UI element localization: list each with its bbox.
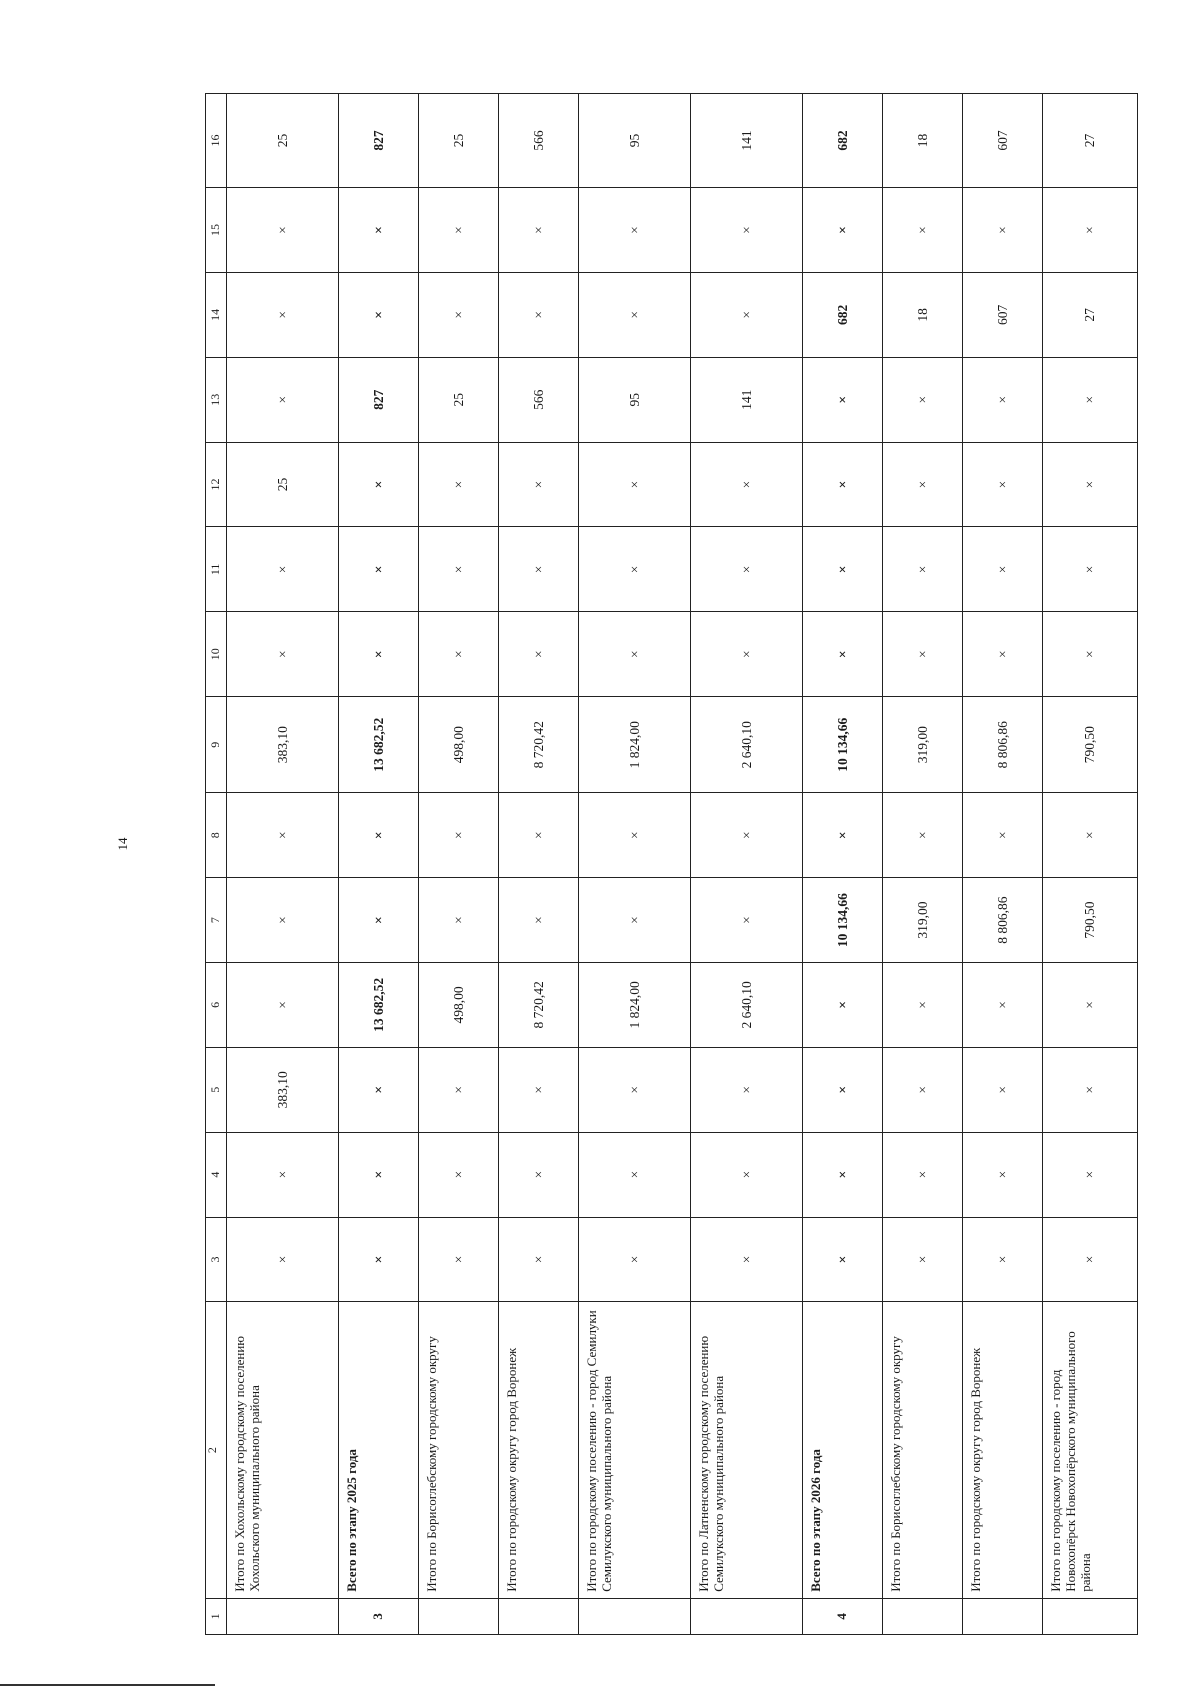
value-cell: 95 — [579, 357, 691, 442]
row-label-cell: Итого по городскому округу город Воронеж — [963, 1302, 1043, 1598]
row-number-cell — [227, 1598, 339, 1634]
column-number-header: 12 — [206, 442, 227, 527]
value-cell: × — [883, 442, 963, 527]
table-row — [963, 94, 1043, 1635]
value-cell: × — [1043, 357, 1138, 442]
table-total-row — [339, 94, 419, 1635]
value-cell: 8 806,86 — [963, 878, 1043, 963]
value-cell: × — [963, 527, 1043, 612]
value-cell: × — [1043, 793, 1138, 878]
value-cell: 319,00 — [883, 878, 963, 963]
value-cell: × — [579, 1132, 691, 1217]
value-cell: × — [419, 188, 499, 273]
value-cell: × — [419, 1132, 499, 1217]
value-cell: × — [227, 188, 339, 273]
value-cell: × — [963, 1047, 1043, 1132]
value-cell: × — [499, 272, 579, 357]
value-cell: × — [339, 527, 419, 612]
column-number-header: 2 — [206, 1302, 227, 1598]
value-cell: × — [963, 612, 1043, 697]
value-cell: 13 682,52 — [339, 963, 419, 1048]
value-cell: 682 — [803, 272, 883, 357]
row-number-cell — [499, 1598, 579, 1634]
value-cell: × — [1043, 188, 1138, 273]
row-number-cell — [883, 1598, 963, 1634]
value-cell: × — [499, 1132, 579, 1217]
value-cell: × — [1043, 1217, 1138, 1302]
row-label-cell: Итого по городскому поселению - город Новохопёрск Новохопёрского муниципального района — [1043, 1302, 1138, 1598]
value-cell: 8 720,42 — [499, 963, 579, 1048]
value-cell: × — [339, 1047, 419, 1132]
value-cell: 18 — [883, 94, 963, 188]
value-cell: 18 — [883, 272, 963, 357]
value-cell: × — [579, 272, 691, 357]
value-cell: 25 — [227, 94, 339, 188]
value-cell: × — [803, 188, 883, 273]
value-cell: × — [419, 442, 499, 527]
value-cell: × — [419, 1047, 499, 1132]
footer-rule — [0, 1684, 215, 1686]
value-cell: × — [227, 612, 339, 697]
value-cell: × — [227, 1132, 339, 1217]
row-label-cell: Итого по Хохольскому городскому поселению Хохольского муниципального района — [227, 1302, 339, 1598]
column-number-header: 4 — [206, 1132, 227, 1217]
value-cell: × — [499, 188, 579, 273]
value-cell: × — [227, 272, 339, 357]
value-cell: × — [1043, 1132, 1138, 1217]
value-cell: × — [339, 188, 419, 273]
row-number-cell — [419, 1598, 499, 1634]
value-cell: × — [691, 1217, 803, 1302]
value-cell: × — [419, 527, 499, 612]
value-cell: × — [227, 357, 339, 442]
column-number-header: 10 — [206, 612, 227, 697]
value-cell: 827 — [339, 357, 419, 442]
value-cell: × — [963, 963, 1043, 1048]
value-cell: × — [803, 793, 883, 878]
value-cell: × — [499, 442, 579, 527]
value-cell: 566 — [499, 357, 579, 442]
value-cell: 790,50 — [1043, 878, 1138, 963]
row-label-cell: Итого по Борисоглебскому городскому округу — [419, 1302, 499, 1598]
row-label-cell: Всего по этапу 2025 года — [339, 1302, 419, 1598]
value-cell: 1 824,00 — [579, 963, 691, 1048]
value-cell: × — [691, 1047, 803, 1132]
value-cell: 383,10 — [227, 697, 339, 793]
value-cell: × — [691, 527, 803, 612]
row-number-cell — [963, 1598, 1043, 1634]
value-cell: × — [339, 442, 419, 527]
value-cell: 25 — [419, 94, 499, 188]
value-cell: × — [803, 612, 883, 697]
row-number-cell — [1043, 1598, 1138, 1634]
value-cell: × — [883, 793, 963, 878]
value-cell: × — [499, 1047, 579, 1132]
value-cell: × — [883, 1132, 963, 1217]
value-cell: × — [691, 442, 803, 527]
table-row — [499, 94, 579, 1635]
value-cell: 319,00 — [883, 697, 963, 793]
value-cell: × — [419, 878, 499, 963]
value-cell: × — [227, 878, 339, 963]
value-cell: × — [499, 527, 579, 612]
value-cell: × — [883, 357, 963, 442]
value-cell: × — [963, 793, 1043, 878]
value-cell: 566 — [499, 94, 579, 188]
value-cell: × — [883, 963, 963, 1048]
value-cell: × — [803, 1217, 883, 1302]
row-label-cell: Итого по городскому поселению - город Семилуки Семилукского муниципального района — [579, 1302, 691, 1598]
value-cell: 1 824,00 — [579, 697, 691, 793]
value-cell: 682 — [803, 94, 883, 188]
value-cell: × — [339, 1132, 419, 1217]
column-number-header: 3 — [206, 1217, 227, 1302]
value-cell: 141 — [691, 357, 803, 442]
value-cell: × — [1043, 442, 1138, 527]
value-cell: × — [579, 188, 691, 273]
value-cell: × — [963, 442, 1043, 527]
value-cell: 827 — [339, 94, 419, 188]
rotated-table-container — [205, 93, 1098, 1635]
value-cell: × — [691, 1132, 803, 1217]
column-number-header: 1 — [206, 1598, 227, 1634]
value-cell: × — [419, 272, 499, 357]
value-cell: × — [227, 963, 339, 1048]
row-number-cell: 4 — [803, 1598, 883, 1634]
table-row — [579, 94, 691, 1635]
value-cell: × — [803, 1047, 883, 1132]
value-cell: 27 — [1043, 94, 1138, 188]
value-cell: × — [227, 527, 339, 612]
value-cell: 498,00 — [419, 697, 499, 793]
value-cell: × — [339, 878, 419, 963]
column-number-header: 13 — [206, 357, 227, 442]
value-cell: × — [691, 793, 803, 878]
value-cell: × — [963, 357, 1043, 442]
column-number-header: 6 — [206, 963, 227, 1048]
value-cell: × — [883, 527, 963, 612]
value-cell: 10 134,66 — [803, 697, 883, 793]
value-cell: × — [339, 1217, 419, 1302]
value-cell: 498,00 — [419, 963, 499, 1048]
value-cell: 2 640,10 — [691, 697, 803, 793]
table-row — [691, 94, 803, 1635]
value-cell: × — [419, 612, 499, 697]
value-cell: × — [419, 793, 499, 878]
data-table — [205, 93, 1138, 1635]
column-number-header: 7 — [206, 878, 227, 963]
value-cell: 141 — [691, 94, 803, 188]
value-cell: 2 640,10 — [691, 963, 803, 1048]
table-header-row — [206, 94, 227, 1635]
value-cell: × — [227, 793, 339, 878]
column-number-header: 16 — [206, 94, 227, 188]
table-row — [419, 94, 499, 1635]
table-row — [883, 94, 963, 1635]
value-cell: × — [499, 612, 579, 697]
value-cell: × — [579, 793, 691, 878]
value-cell: × — [579, 1217, 691, 1302]
column-number-header: 11 — [206, 527, 227, 612]
row-label-cell: Итого по Борисоглебскому городскому округу — [883, 1302, 963, 1598]
value-cell: × — [803, 357, 883, 442]
column-number-header: 8 — [206, 793, 227, 878]
column-number-header: 9 — [206, 697, 227, 793]
value-cell: × — [339, 612, 419, 697]
table-total-row — [803, 94, 883, 1635]
value-cell: × — [803, 442, 883, 527]
row-number-cell — [691, 1598, 803, 1634]
value-cell: 10 134,66 — [803, 878, 883, 963]
value-cell: × — [499, 878, 579, 963]
value-cell: × — [227, 1217, 339, 1302]
table-body — [206, 94, 1138, 1635]
value-cell: × — [883, 188, 963, 273]
value-cell: × — [579, 878, 691, 963]
value-cell: × — [691, 612, 803, 697]
row-number-cell: 3 — [339, 1598, 419, 1634]
value-cell: × — [579, 527, 691, 612]
value-cell: × — [883, 612, 963, 697]
value-cell: × — [1043, 527, 1138, 612]
value-cell: 25 — [419, 357, 499, 442]
column-number-header: 14 — [206, 272, 227, 357]
value-cell: × — [803, 963, 883, 1048]
table-row — [1043, 94, 1138, 1635]
row-label-cell: Итого по Латненскому городскому поселению Семилукского муниципального района — [691, 1302, 803, 1598]
value-cell: 27 — [1043, 272, 1138, 357]
value-cell: 383,10 — [227, 1047, 339, 1132]
value-cell: × — [579, 612, 691, 697]
value-cell: × — [419, 1217, 499, 1302]
value-cell: 8 806,86 — [963, 697, 1043, 793]
value-cell: × — [963, 188, 1043, 273]
value-cell: × — [963, 1217, 1043, 1302]
page-number: 14 — [115, 837, 130, 851]
value-cell: × — [691, 878, 803, 963]
value-cell: × — [803, 1132, 883, 1217]
value-cell: × — [579, 1047, 691, 1132]
value-cell: 607 — [963, 272, 1043, 357]
value-cell: × — [339, 793, 419, 878]
value-cell: × — [499, 1217, 579, 1302]
value-cell: 95 — [579, 94, 691, 188]
value-cell: × — [1043, 1047, 1138, 1132]
value-cell: × — [1043, 612, 1138, 697]
value-cell: 25 — [227, 442, 339, 527]
row-label-cell: Итого по городскому округу город Воронеж — [499, 1302, 579, 1598]
value-cell: 790,50 — [1043, 697, 1138, 793]
value-cell: × — [963, 1132, 1043, 1217]
value-cell: 8 720,42 — [499, 697, 579, 793]
value-cell: × — [1043, 963, 1138, 1048]
value-cell: 607 — [963, 94, 1043, 188]
value-cell: × — [883, 1047, 963, 1132]
value-cell: 13 682,52 — [339, 697, 419, 793]
table-row — [227, 94, 339, 1635]
value-cell: × — [691, 188, 803, 273]
value-cell: × — [499, 793, 579, 878]
value-cell: × — [803, 527, 883, 612]
column-number-header: 15 — [206, 188, 227, 273]
row-number-cell — [579, 1598, 691, 1634]
row-label-cell: Всего по этапу 2026 года — [803, 1302, 883, 1598]
column-number-header: 5 — [206, 1047, 227, 1132]
value-cell: × — [883, 1217, 963, 1302]
value-cell: × — [339, 272, 419, 357]
value-cell: × — [579, 442, 691, 527]
value-cell: × — [691, 272, 803, 357]
